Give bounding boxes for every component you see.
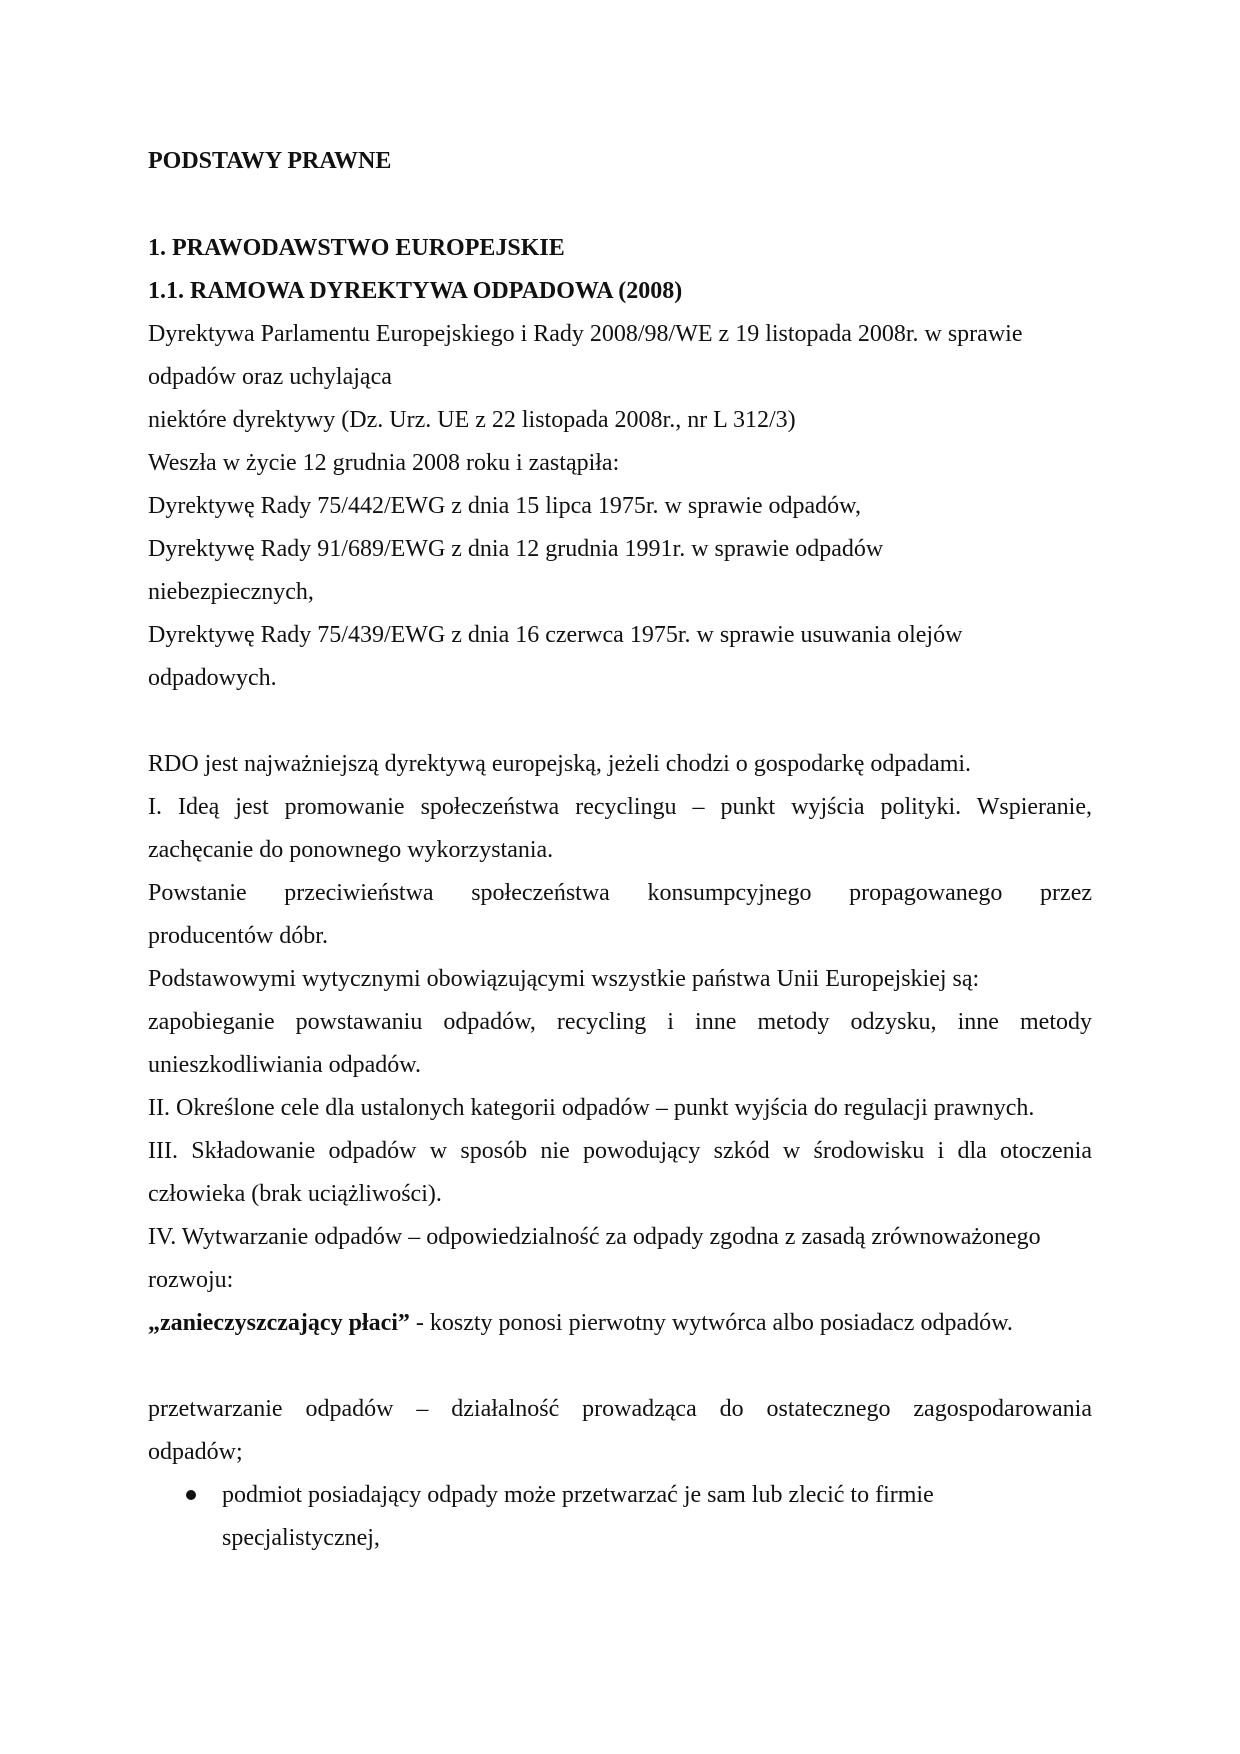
directive-line-3: niektóre dyrektywy (Dz. Urz. UE z 22 listopada 2008r., nr L 312/3): [148, 407, 796, 433]
bullet-item-line-1: podmiot posiadający odpady może przetwarzać je sam lub zlecić to firmie: [222, 1482, 934, 1508]
subsection-heading: 1.1. RAMOWA DYREKTYWA ODPADOWA (2008): [148, 278, 683, 304]
directive-line-7: niebezpiecznych,: [148, 579, 314, 605]
rdo-line-4: Powstanie przeciwieństwa społeczeństwa konsumpcyjnego propagowanego przez: [148, 880, 1092, 906]
rdo-line-13: rozwoju:: [148, 1267, 234, 1293]
directive-line-9: odpadowych.: [148, 665, 277, 691]
directive-line-4: Weszła w życie 12 grudnia 2008 roku i zastąpiła:: [148, 450, 620, 476]
rdo-line-10: III. Składowanie odpadów w sposób nie powodujący szkód w środowisku i dla otoczenia: [148, 1138, 1092, 1164]
polluter-pays-phrase: „zanieczyszczający płaci”: [148, 1310, 410, 1336]
directive-line-8: Dyrektywę Rady 75/439/EWG z dnia 16 czerwca 1975r. w sprawie usuwania olejów: [148, 622, 963, 648]
polluter-pays-text: - koszty ponosi pierwotny wytwórca albo posiadacz odpadów.: [409, 1310, 1013, 1336]
rdo-line-12: IV. Wytwarzanie odpadów – odpowiedzialność za odpady zgodna z zasadą zrównoważonego: [148, 1224, 1041, 1250]
rdo-line-11: człowieka (brak uciążliwości).: [148, 1181, 442, 1207]
rdo-line-8: unieszkodliwiania odpadów.: [148, 1052, 422, 1078]
processing-line-1: przetwarzanie odpadów – działalność prowadząca do ostatecznego zagospodarowania: [148, 1396, 1092, 1422]
bullet-icon: [186, 1490, 196, 1500]
processing-line-2: odpadów;: [148, 1439, 243, 1465]
rdo-line-3: zachęcanie do ponownego wykorzystania.: [148, 837, 554, 863]
rdo-line-6: Podstawowymi wytycznymi obowiązującymi wszystkie państwa Unii Europejskiej są:: [148, 966, 980, 992]
document-title: PODSTAWY PRAWNE: [148, 148, 392, 174]
directive-line-2: odpadów oraz uchylająca: [148, 364, 392, 390]
rdo-line-1: RDO jest najważniejszą dyrektywą europejską, jeżeli chodzi o gospodarkę odpadami.: [148, 751, 972, 777]
section-heading: 1. PRAWODAWSTWO EUROPEJSKIE: [148, 235, 565, 261]
bullet-item-line-2: specjalistycznej,: [222, 1525, 380, 1551]
directive-line-1: Dyrektywa Parlamentu Europejskiego i Rady 2008/98/WE z 19 listopada 2008r. w sprawie: [148, 321, 1023, 347]
rdo-line-7: zapobieganie powstawaniu odpadów, recycling i inne metody odzysku, inne metody: [148, 1009, 1092, 1035]
rdo-line-9: II. Określone cele dla ustalonych kategorii odpadów – punkt wyjścia do regulacji prawnych.: [148, 1095, 1035, 1121]
rdo-line-14: [148, 1308, 1013, 1338]
directive-line-6: Dyrektywę Rady 91/689/EWG z dnia 12 grudnia 1991r. w sprawie odpadów: [148, 536, 884, 562]
directive-line-5: Dyrektywę Rady 75/442/EWG z dnia 15 lipca 1975r. w sprawie odpadów,: [148, 493, 861, 519]
rdo-line-5: producentów dóbr.: [148, 923, 328, 949]
rdo-line-2: I. Ideą jest promowanie społeczeństwa recyclingu – punkt wyjścia polityki. Wspieranie,: [148, 794, 1092, 820]
